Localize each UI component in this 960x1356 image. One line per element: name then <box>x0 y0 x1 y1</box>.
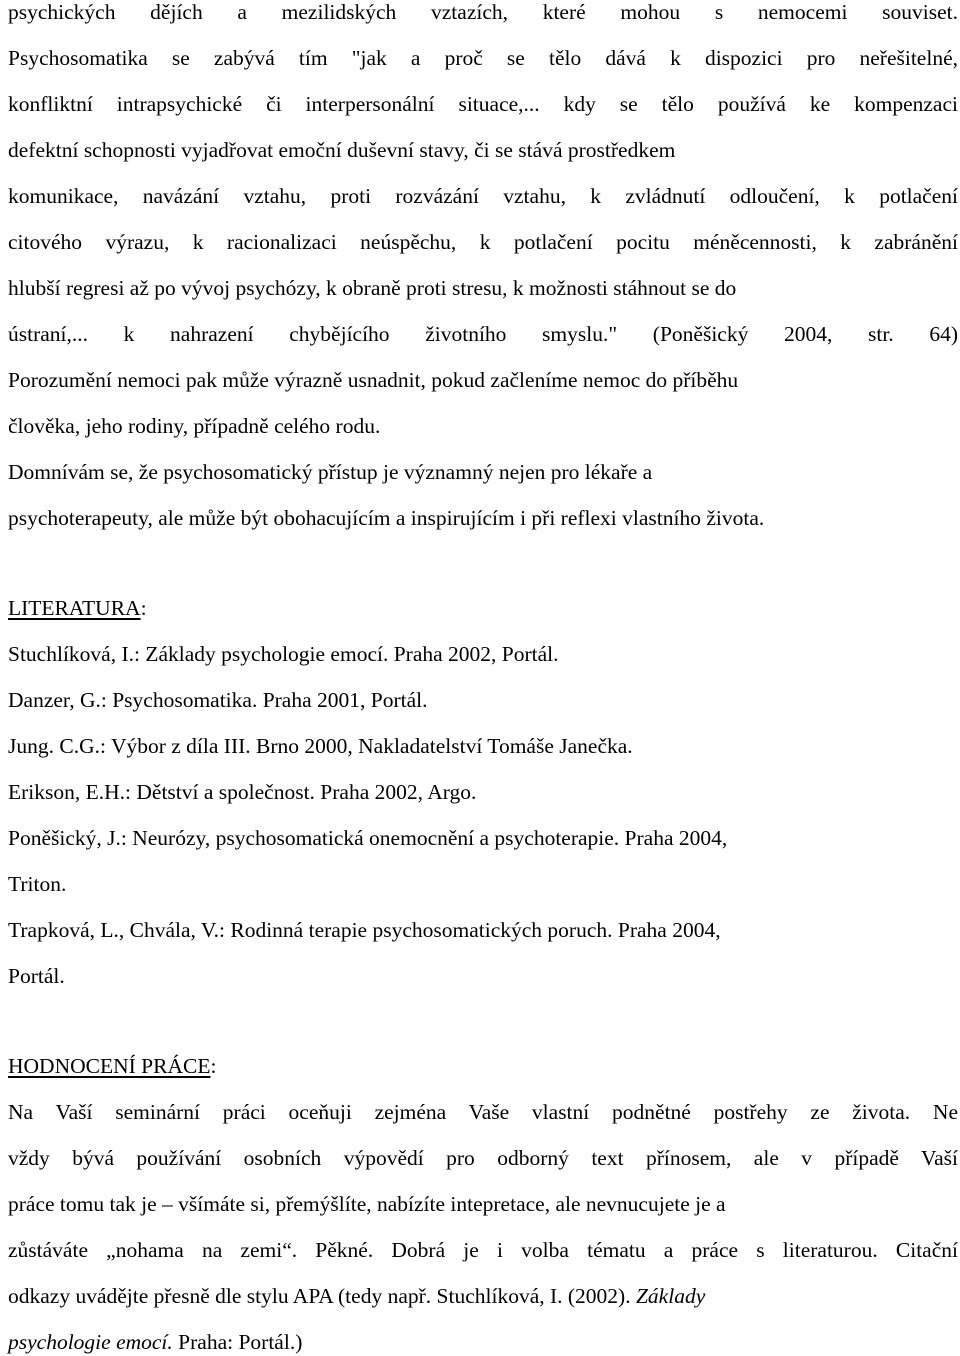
paragraph-line: psychoterapeuty, ale může být obohacujícím a inspirujícím i při reflexi vlastního života. <box>8 506 765 530</box>
literature-heading <box>8 594 147 622</box>
evaluation-heading <box>8 1052 216 1080</box>
paragraph-line: ústraní,... k nahrazení chybějícího životního smyslu." (Poněšický 2004, str. 64) <box>8 322 958 346</box>
evaluation-italic-title: psychologie emocí. <box>8 1330 173 1354</box>
paragraph-line: komunikace, navázání vztahu, proti rozvázání vztahu, k zvládnutí odloučení, k potlačení <box>8 184 958 208</box>
evaluation-line <box>8 1328 302 1356</box>
literature-entry: Triton. <box>8 872 67 896</box>
paragraph-line: Domnívám se, že psychosomatický přístup je významný nejen pro lékaře a <box>8 460 653 484</box>
evaluation-line <box>8 1282 705 1310</box>
evaluation-line-text: odkazy uvádějte přesně dle stylu APA (tedy např. Stuchlíková, I. (2002). <box>8 1284 636 1308</box>
evaluation-line: zůstáváte „nohama na zemi“. Pěkné. Dobrá je i volba tématu a práce s literaturou. Citační <box>8 1238 958 1262</box>
evaluation-line: Na Vaší seminární práci oceňuji zejména Vaše vlastní podnětné postřehy ze života. Ne <box>8 1100 958 1124</box>
literature-heading-text: LITERATURA <box>8 596 141 620</box>
evaluation-line: vždy bývá používání osobních výpovědí pro odborný text přínosem, ale v případě Vaší <box>8 1146 958 1170</box>
paragraph-line: psychických dějích a mezilidských vztazích, které mohou s nemocemi souviset. <box>8 0 958 24</box>
paragraph-line: konfliktní intrapsychické či interpersonální situace,... kdy se tělo používá ke kompenzaci <box>8 92 958 116</box>
paragraph-line: hlubší regresi až po vývoj psychózy, k obraně proti stresu, k možnosti stáhnout se do <box>8 276 737 300</box>
paragraph-line: citového výrazu, k racionalizaci neúspěchu, k potlačení pocitu méněcennosti, k zabránění <box>8 230 958 254</box>
paragraph-line: člověka, jeho rodiny, případně celého rodu. <box>8 414 381 438</box>
paragraph-line: defektní schopnosti vyjadřovat emoční duševní stavy, či se stává prostředkem <box>8 138 676 162</box>
literature-entry: Jung. C.G.: Výbor z díla III. Brno 2000, Nakladatelství Tomáše Janečka. <box>8 734 633 758</box>
paragraph-line: Porozumění nemoci pak může výrazně usnadnit, pokud začleníme nemoc do příběhu <box>8 368 739 392</box>
literature-entry: Portál. <box>8 964 65 988</box>
evaluation-line-text: Praha: Portál.) <box>172 1330 303 1354</box>
literature-entry: Danzer, G.: Psychosomatika. Praha 2001, Portál. <box>8 688 428 712</box>
evaluation-heading-text: HODNOCENÍ PRÁCE <box>8 1054 211 1078</box>
evaluation-heading-colon: : <box>210 1054 217 1078</box>
literature-entry: Poněšický, J.: Neurózy, psychosomatická onemocnění a psychoterapie. Praha 2004, <box>8 826 728 850</box>
literature-entry: Stuchlíková, I.: Základy psychologie emocí. Praha 2002, Portál. <box>8 642 559 666</box>
evaluation-line: práce tomu tak je – všímáte si, přemýšlíte, nabízíte intepretace, ale nevnucujete je a <box>8 1192 726 1216</box>
literature-heading-colon: : <box>140 596 147 620</box>
evaluation-italic-title: Základy <box>635 1284 706 1308</box>
literature-entry: Trapková, L., Chvála, V.: Rodinná terapie psychosomatických poruch. Praha 2004, <box>8 918 721 942</box>
paragraph-line: Psychosomatika se zabývá tím "jak a proč se tělo dává k dispozici pro neřešitelné, <box>8 46 958 70</box>
literature-entry: Erikson, E.H.: Dětství a společnost. Praha 2002, Argo. <box>8 780 477 804</box>
